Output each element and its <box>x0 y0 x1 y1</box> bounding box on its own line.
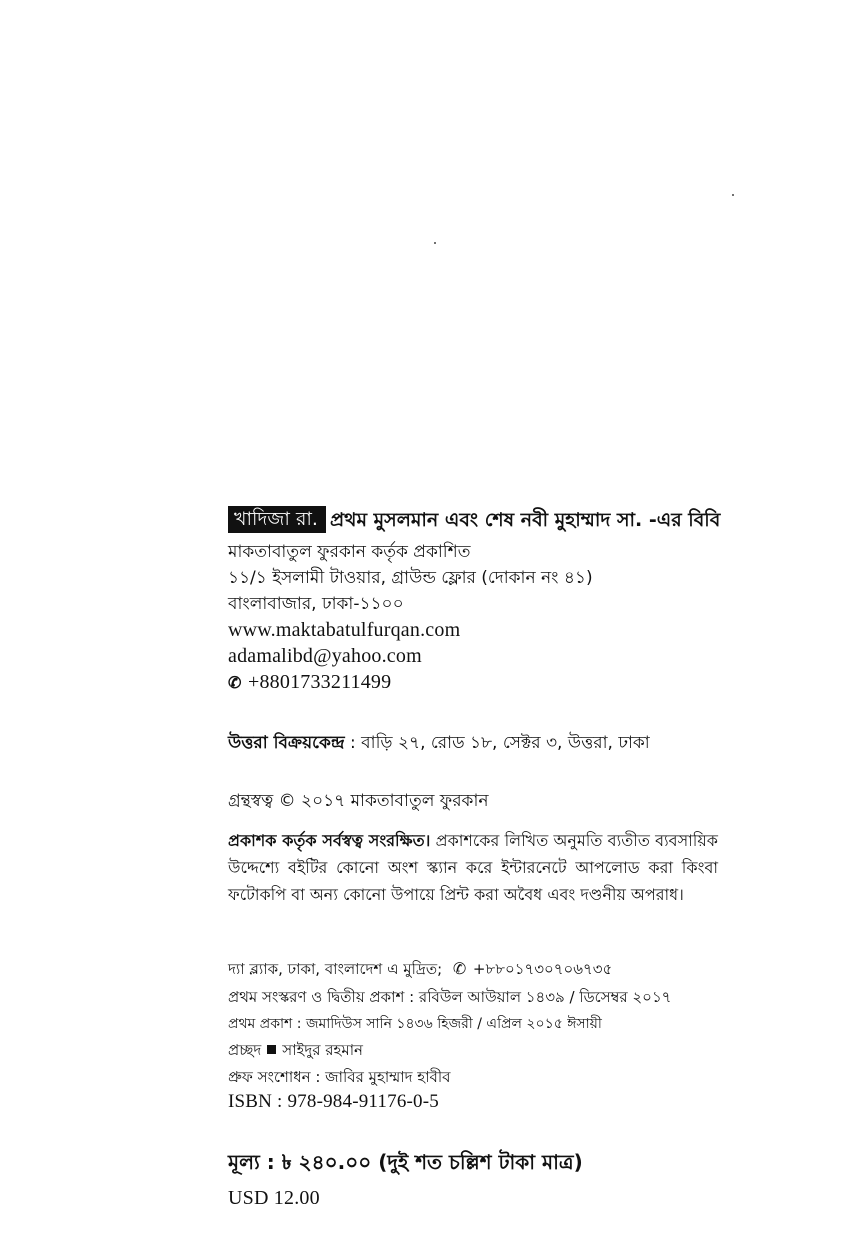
isbn-line: ISBN : 978-984-91176-0-5 <box>228 1091 439 1112</box>
title-subtitle: প্রথম মুসলমান এবং শেষ নবী মুহাম্মাদ সা. -এর বিবি <box>329 508 721 531</box>
printer-line <box>228 958 612 980</box>
first-publication-line: প্রথম প্রকাশ : জমাদিউস সানি ১৪৩৬ হিজরী / এপ্রিল ২০১৫ ঈসায়ী <box>228 1016 602 1032</box>
price-local: মূল্য : ৳ ২৪০.০০ (দুই শত চল্লিশ টাকা মাত্র) <box>228 1150 583 1174</box>
print-speck <box>732 194 734 196</box>
proof-reader-line: প্রুফ সংশোধন : জাবির মুহাম্মাদ হাবীব <box>228 1068 451 1086</box>
publisher-email: adamalibd@yahoo.com <box>228 645 422 667</box>
publisher-address-1: ১১/১ ইসলামী টাওয়ার, গ্রাউন্ড ফ্লোর (দোকান নং ৪১) <box>228 568 593 588</box>
publisher-line: মাকতাবাতুল ফুরকান কর্তৃক প্রকাশিত <box>228 542 471 562</box>
print-speck <box>434 242 436 244</box>
book-title <box>228 506 720 533</box>
edition-line: প্রথম সংস্করণ ও দ্বিতীয় প্রকাশ : রবিউল আউয়াল ১৪৩৯ / ডিসেম্বর ২০১৭ <box>228 988 672 1006</box>
printer-name: দ্যা ব্ল্যাক, ঢাকা, বাংলাদেশ এ মুদ্রিত; <box>228 960 443 978</box>
cover-artist: সাইদুর রহমান <box>282 1041 364 1059</box>
cover-label: প্রচ্ছদ <box>228 1041 262 1059</box>
publisher-phone-row <box>228 671 391 695</box>
phone-icon: ✆ <box>228 675 242 692</box>
publisher-website: www.maktabatulfurqan.com <box>228 619 461 641</box>
branch-line <box>228 732 650 754</box>
publisher-address-2: বাংলাবাজার, ঢাকা-১১০০ <box>228 594 404 614</box>
phone-icon: ✆ <box>452 959 467 978</box>
cover-credit-line <box>228 1039 363 1061</box>
rights-heading: প্রকাশক কর্তৃক সর্বস্বত্ব সংরক্ষিত। <box>228 831 431 850</box>
rights-paragraph <box>228 827 718 908</box>
branch-label: উত্তরা বিক্রয়কেন্দ্র <box>228 733 345 753</box>
price-usd: USD 12.00 <box>228 1187 320 1209</box>
copyright-line: গ্রন্থস্বত্ব © ২০১৭ মাকতাবাতুল ফুরকান <box>228 791 489 811</box>
square-separator-icon <box>267 1045 276 1054</box>
printer-phone: +৮৮০১৭৩০৭০৬৭৩৫ <box>472 960 613 978</box>
rights-text: প্রকাশকের লিখিত অনুমতি ব্যতীত ব্যবসায়িক উদ্দেশ্যে বইটির কোনো অংশ স্ক্যান করে ইন্টারনেটে আপলোড করা কিংবা ফটোকপি বা অন্য কোনো উপায়ে প্রিন্ট করা অবৈধ এবং দণ্ডনীয় অপরাধ। <box>228 831 718 904</box>
branch-value: : বাড়ি ২৭, রোড ১৮, সেক্টর ৩, উত্তরা, ঢাকা <box>350 733 650 753</box>
publisher-phone: +8801733211499 <box>248 671 392 693</box>
title-badge: খাদিজা রা. <box>228 506 326 533</box>
